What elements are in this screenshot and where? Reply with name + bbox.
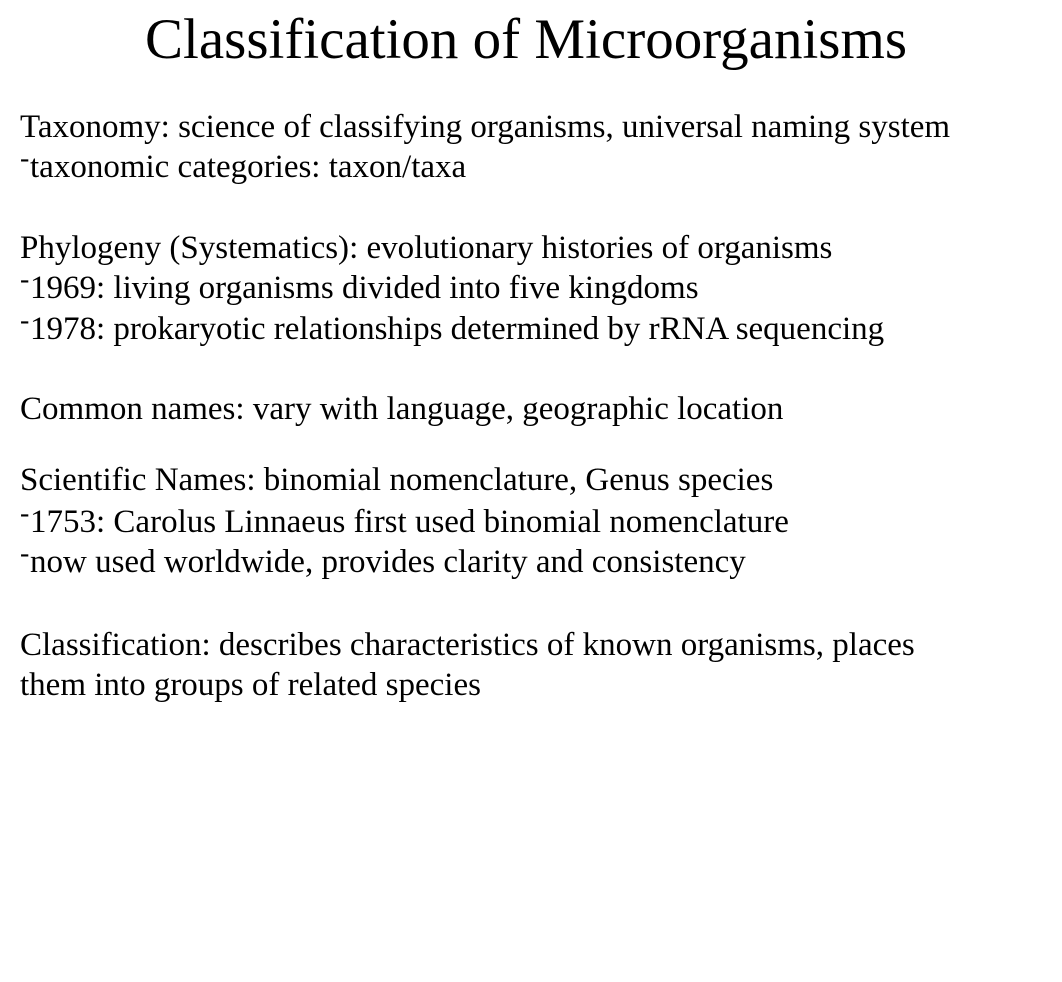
scientific-names-point [20,498,789,544]
phylogeny-term: Phylogeny (Systematics) [20,230,350,266]
taxonomy-heading [20,107,950,147]
phylogeny-point-text: 1978: prokaryotic relationships determined by rRNA sequencing [30,311,885,347]
classification-continuation: them into groups of related species [20,667,481,703]
phylogeny-definition: : evolutionary histories of organisms [349,230,833,266]
scientific-names-heading [20,460,773,500]
classification-term: Classification [20,627,202,663]
common-names-term: Common names: [20,391,245,427]
bullet-dash: - [20,264,30,295]
bullet-dash: - [20,538,30,569]
classification-heading [20,625,915,665]
taxonomy-definition: : science of classifying organisms, universal naming system [160,109,951,145]
scientific-names-point-text: now used worldwide, provides clarity and consistency [30,544,746,580]
phylogeny-point-text: 1969: living organisms divided into five kingdoms [30,270,699,306]
taxonomy-point-text: taxonomic categories: taxon/taxa [30,149,467,185]
bullet-dash: - [20,498,30,529]
phylogeny-point [20,264,699,310]
phylogeny-point [20,305,885,351]
scientific-names-point-text: 1753: Carolus Linnaeus first used binomial nomenclature [30,504,789,540]
bullet-dash: - [20,143,30,174]
slide-title: Classification of Microorganisms [144,8,907,71]
phylogeny-heading [20,228,832,268]
taxonomy-point [20,143,467,189]
classification-definition: : describes characteristics of known organisms, places [201,627,915,663]
scientific-names-definition: binomial nomenclature, Genus species [263,462,774,498]
taxonomy-term: Taxonomy [20,109,161,145]
common-names-heading [20,389,783,429]
scientific-names-point [20,538,746,584]
common-names-definition: vary with language, geographic location [244,391,784,427]
bullet-dash: - [20,305,30,336]
scientific-names-term: Scientific Names: [20,462,256,498]
